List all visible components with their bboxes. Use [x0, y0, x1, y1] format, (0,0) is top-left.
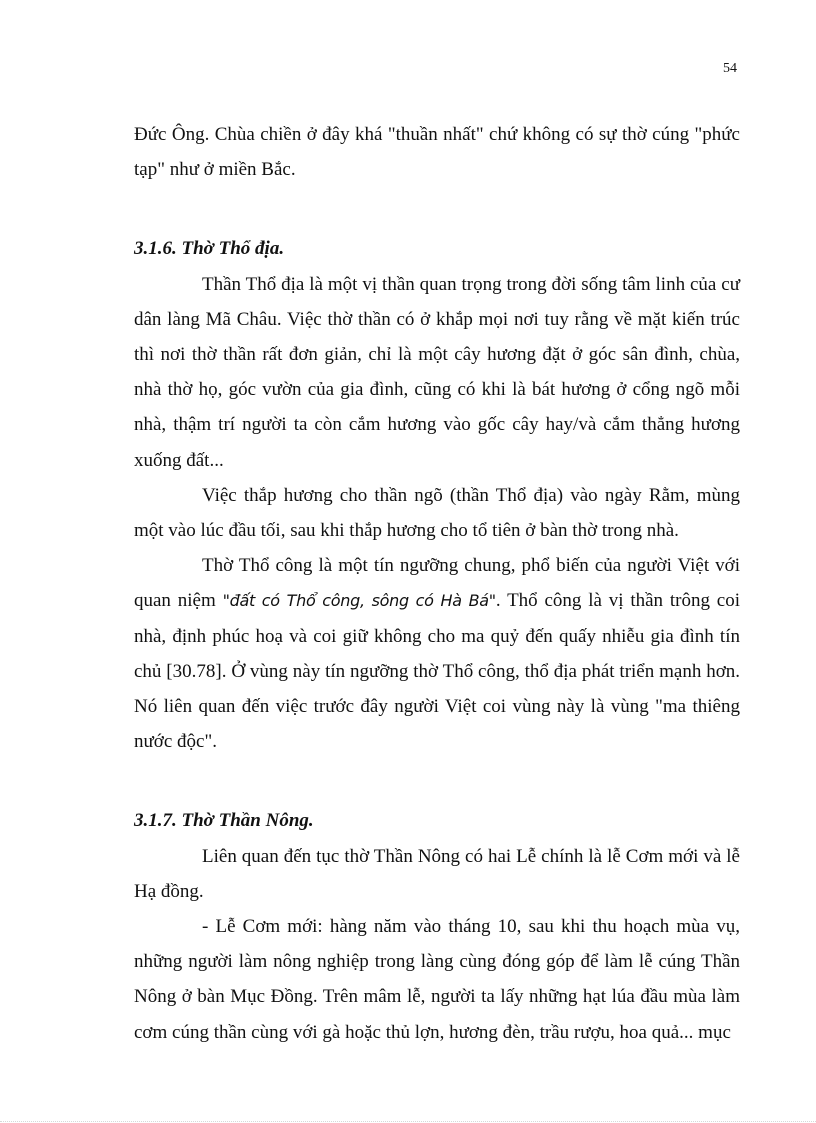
paragraph: Liên quan đến tục thờ Thần Nông có hai Lễ chính là lễ Cơm mới và lễ Hạ đồng.: [134, 845, 740, 902]
document-body: [134, 117, 740, 1050]
paragraph: Thần Thổ địa là một vị thần quan trọng trong đời sống tâm linh của cư dân làng Mã Châu. Việc thờ thần có ở khắp mọi nơi tuy rằng về mặt kiến trúc thì nơi thờ thần rất đơn giản, chỉ là một cây hương đặt ở góc sân đình, chùa, nhà thờ họ, góc vườn của gia đình, cũng có khi là bát hương ở cổng ngõ mỗi nhà, thậm trí người ta còn cắm hương vào gốc cây hay/và cắm thẳng hương xuống đất...: [134, 273, 740, 471]
page-number: 54: [723, 61, 737, 76]
paragraph-text: Thờ Thổ công là một tín ngưỡng chung, phổ biến của người Việt với quan niệm: [134, 555, 740, 612]
paragraph-continuation: Đức Ông. Chùa chiền ở đây khá "thuần nhất" chứ không có sự thờ cúng "phức tạp" như ở miền Bắc.: [134, 124, 740, 181]
paragraph: - Lễ Cơm mới: hàng năm vào tháng 10, sau khi thu hoạch mùa vụ, những người làm nông nghiệp trong làng cùng đóng góp để làm lễ cúng Thần Nông ở bàn Mục Đồng. Trên mâm lễ, người ta lấy những hạt lúa đầu mùa làm cơm cúng thần cùng với gà hoặc thủ lợn, hương đèn, trầu rượu, hoa quả... mục: [134, 916, 740, 1043]
page-bottom-rule: [0, 1121, 816, 1122]
paragraph: Việc thắp hương cho thần ngõ (thần Thổ địa) vào ngày Rằm, mùng một vào lúc đầu tối, sau khi thắp hương cho tổ tiên ở bàn thờ trong nhà.: [134, 484, 740, 542]
paragraph: [134, 548, 740, 759]
paragraph-text: . Thổ công là vị thần trông coi nhà, định phúc hoạ và coi giữ không cho ma quỷ đến quấy nhiễu gia đình tín chủ [30.78]. Ở vùng này tín ngưỡng thờ Thổ công, thổ địa phát triển mạnh hơn. Nó liên quan đến việc trước đây người Việt coi vùng này là vùng "ma thiêng nước độc".: [134, 590, 740, 753]
proverb-quote: "đất có Thổ công, sông có Hà Bá": [222, 591, 496, 611]
section-heading-3-1-6: 3.1.6. Thờ Thổ địa.: [134, 238, 285, 260]
section-heading-3-1-7: 3.1.7. Thờ Thần Nông.: [134, 810, 314, 832]
